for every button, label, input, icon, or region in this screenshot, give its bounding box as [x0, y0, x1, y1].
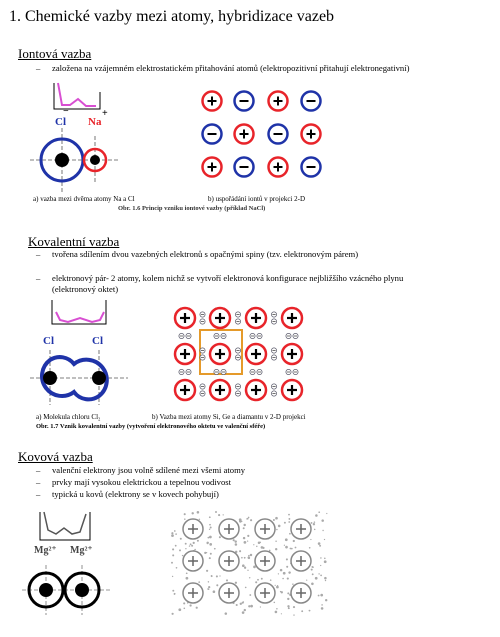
free-electron — [245, 587, 247, 589]
ionic-caption-a: a) vazba mezi dvěma atomy Na a Cl — [33, 195, 135, 203]
free-electron — [285, 546, 288, 549]
label-cl-2: Cl — [92, 335, 103, 347]
free-electron — [176, 567, 178, 569]
free-electron — [275, 611, 278, 614]
bullet-text: valenční elektrony jsou volně sdílené mezi všemi atomy — [52, 465, 246, 475]
free-electron — [260, 542, 261, 543]
free-electron — [270, 579, 272, 581]
bullet-dash: – — [36, 63, 41, 73]
free-electron — [275, 540, 276, 541]
free-electron — [192, 512, 194, 514]
free-electron — [249, 577, 250, 578]
free-electron — [178, 608, 181, 611]
metal-cation — [219, 583, 239, 603]
free-electron — [286, 558, 288, 560]
free-electron — [288, 521, 290, 523]
free-electron — [246, 518, 247, 519]
free-electron — [311, 583, 314, 586]
free-electron — [250, 554, 252, 556]
free-electron — [256, 546, 257, 547]
free-electron — [208, 586, 210, 588]
free-electron — [318, 573, 319, 574]
free-electron — [249, 594, 251, 596]
free-electron — [216, 584, 218, 586]
label-plus: + — [102, 108, 108, 119]
free-electron — [241, 557, 243, 559]
free-electron — [283, 572, 286, 575]
bullet-text: typická u kovů (elektrony se v kovech pohybují) — [52, 489, 219, 499]
label-minus: − — [63, 106, 69, 117]
free-electron — [186, 572, 188, 574]
free-electron — [325, 580, 326, 581]
free-electron — [321, 604, 323, 606]
metal-cation — [183, 583, 203, 603]
free-electron — [180, 538, 182, 540]
free-electron — [309, 547, 311, 549]
free-electron — [288, 607, 290, 609]
free-electron — [287, 592, 289, 594]
free-electron — [253, 566, 256, 569]
free-electron — [284, 545, 285, 546]
metal-cation — [255, 551, 275, 571]
free-electron — [255, 581, 257, 583]
free-electron — [306, 579, 307, 580]
free-electron — [209, 543, 212, 546]
free-electron — [282, 578, 284, 580]
free-electron — [244, 541, 247, 544]
section-heading-metallic: Kovová vazba — [18, 449, 93, 464]
free-electron — [321, 607, 324, 610]
free-electron — [174, 594, 175, 595]
free-electron — [172, 613, 174, 615]
bullet-dash: – — [36, 477, 41, 487]
free-electron — [210, 553, 212, 555]
free-electron — [289, 533, 291, 535]
free-electron — [293, 614, 294, 615]
free-electron — [208, 537, 210, 539]
metal-cation — [291, 551, 311, 571]
free-electron — [281, 591, 283, 593]
free-electron — [179, 549, 181, 551]
free-electron — [189, 545, 190, 546]
free-electron — [193, 542, 195, 544]
free-electron — [320, 575, 322, 577]
free-electron — [184, 518, 186, 520]
label-na: Na — [88, 116, 102, 128]
free-electron — [285, 538, 288, 541]
free-electron — [275, 585, 276, 586]
free-electron — [276, 586, 279, 589]
free-electron — [189, 604, 191, 606]
free-electron — [322, 530, 323, 531]
free-electron — [209, 557, 211, 559]
free-electron — [248, 557, 250, 559]
free-electron — [243, 524, 245, 526]
free-electron — [247, 570, 248, 571]
free-electron — [324, 558, 326, 560]
metal-cation — [183, 551, 203, 571]
free-electron — [223, 514, 224, 515]
free-electron — [172, 590, 174, 592]
free-electron — [314, 529, 316, 531]
free-electron — [244, 557, 246, 559]
free-electron — [198, 581, 200, 583]
bullet-text: tvořena sdílením dvou vazebných elektronů s opačnými spiny (tzv. elektronovým párem) — [52, 249, 359, 259]
metal-cation — [291, 583, 311, 603]
free-electron — [239, 518, 242, 521]
free-electron — [213, 590, 216, 593]
label-cl: Cl — [55, 116, 66, 128]
free-electron — [226, 579, 228, 581]
bullet-dash: – — [36, 465, 41, 475]
free-electron — [276, 529, 278, 531]
free-electron — [194, 549, 196, 551]
section-heading-covalent: Kovalentní vazba — [28, 234, 120, 249]
metal-cation — [255, 519, 275, 539]
free-electron — [318, 595, 320, 597]
free-electron — [320, 594, 323, 597]
free-electron — [247, 540, 248, 541]
free-electron — [310, 539, 311, 540]
free-electron — [326, 513, 327, 514]
bullet-text: založena na vzájemném elektrostatickém přitahování atomů (elektropozitivní přitahují elektronegativní) — [52, 63, 410, 73]
free-electron — [274, 602, 276, 604]
free-electron — [250, 519, 252, 521]
free-electron — [324, 539, 325, 540]
free-electron — [248, 555, 250, 557]
free-electron — [275, 548, 277, 550]
free-electron — [171, 534, 174, 537]
metal-cation — [255, 583, 275, 603]
free-electron — [209, 536, 212, 539]
free-electron — [235, 543, 238, 546]
free-electron — [318, 511, 320, 513]
label-mg-1: Mg²⁺ — [34, 545, 57, 556]
free-electron — [199, 519, 200, 520]
free-electron — [244, 609, 246, 611]
free-electron — [171, 562, 173, 564]
free-electron — [278, 525, 281, 528]
free-electron — [320, 557, 321, 558]
free-electron — [321, 519, 324, 522]
free-electron — [240, 603, 242, 605]
free-electron — [280, 569, 283, 572]
free-electron — [190, 543, 192, 545]
bullet-dash: – — [36, 249, 41, 259]
free-electron — [261, 546, 264, 549]
free-electron — [260, 606, 261, 607]
free-electron — [239, 550, 241, 552]
free-electron — [243, 527, 245, 529]
free-electron — [210, 527, 212, 529]
free-electron — [315, 577, 318, 580]
free-electron — [207, 542, 209, 544]
metal-cation — [183, 519, 203, 539]
free-electron — [324, 560, 327, 563]
label-cl-1: Cl — [43, 335, 54, 347]
covalent-figure-caption: Obr. 1.7 Vznik kovalentní vazby (vytvoření elektronového oktetu ve valenční sféře) — [36, 423, 266, 430]
free-electron — [214, 548, 216, 550]
free-electron — [311, 569, 313, 571]
free-electron — [209, 529, 210, 530]
free-electron — [219, 575, 220, 576]
free-electron — [215, 511, 217, 513]
free-electron — [286, 566, 288, 568]
ionic-caption-b: b) uspořádání iontů v projekci 2-D — [208, 195, 306, 203]
free-electron — [235, 582, 237, 584]
metal-cation — [219, 519, 239, 539]
free-electron — [207, 588, 209, 590]
free-electron — [315, 514, 318, 517]
free-electron — [248, 605, 250, 607]
free-electron — [318, 542, 321, 545]
free-electron — [292, 583, 294, 585]
free-electron — [287, 605, 289, 607]
free-electron — [209, 524, 211, 526]
free-electron — [197, 511, 200, 514]
free-electron — [174, 530, 176, 532]
free-electron — [287, 578, 289, 580]
free-electron — [197, 540, 199, 542]
free-electron — [172, 548, 174, 550]
free-electron — [225, 612, 228, 615]
free-electron — [275, 517, 278, 520]
free-electron — [172, 554, 174, 556]
free-electron — [242, 564, 245, 567]
free-electron — [314, 521, 316, 523]
free-electron — [206, 552, 207, 553]
free-electron — [216, 575, 218, 577]
free-electron — [242, 611, 245, 614]
free-electron — [320, 565, 321, 566]
free-electron — [233, 539, 235, 541]
free-electron — [311, 522, 313, 524]
free-electron — [172, 576, 173, 577]
section-heading-ionic: Iontová vazba — [18, 46, 92, 61]
free-electron — [293, 606, 295, 608]
free-electron — [313, 523, 315, 525]
free-electron — [281, 613, 282, 614]
bullet-dash: – — [36, 273, 41, 283]
free-electron — [257, 579, 259, 581]
free-electron — [301, 610, 303, 612]
free-electron — [208, 581, 209, 582]
free-electron — [175, 545, 177, 547]
free-electron — [273, 519, 275, 521]
free-electron — [325, 599, 327, 601]
free-electron — [253, 544, 254, 545]
free-electron — [182, 555, 183, 556]
free-electron — [247, 535, 249, 537]
free-electron — [171, 532, 173, 534]
free-electron — [309, 610, 311, 612]
free-electron — [186, 577, 189, 580]
free-electron — [206, 570, 208, 572]
free-electron — [209, 516, 211, 518]
free-electron — [290, 548, 292, 550]
free-electron — [175, 533, 177, 535]
free-electron — [261, 578, 263, 580]
covalent-caption-a: a) Molekula chloru Cl₂ — [36, 413, 101, 421]
metal-cation — [291, 519, 311, 539]
free-electron — [196, 607, 198, 609]
label-mg-2: Mg²⁺ — [70, 545, 93, 556]
free-electron — [243, 537, 245, 539]
free-electron — [236, 604, 238, 606]
free-electron — [312, 573, 314, 575]
free-electron — [218, 514, 220, 516]
free-electron — [243, 601, 244, 602]
free-electron — [278, 573, 279, 574]
free-electron — [284, 522, 286, 524]
free-electron — [293, 540, 295, 542]
free-electron — [288, 571, 290, 573]
free-electron — [183, 602, 185, 604]
bullet-text: elektronový pár- 2 atomy, kolem nichž se vytvoří elektronová konfigurace nejbližšího vzácného plynu — [52, 273, 404, 283]
free-electron — [219, 536, 221, 538]
ionic-figure-caption: Obr. 1.6 Princip vzniku iontové vazby (příklad NaCl) — [118, 205, 266, 212]
free-electron — [191, 545, 193, 547]
free-electron — [234, 540, 236, 542]
bullet-text: prvky mají vysokou elektrickou a tepelnou vodivost — [52, 477, 232, 487]
free-electron — [211, 576, 212, 577]
covalent-caption-b: b) Vazba mezi atomy Si, Ge a diamantu v 2-D projekci — [152, 413, 306, 421]
free-electron — [288, 518, 290, 520]
free-electron — [312, 566, 314, 568]
covalent-bullet-2-cont: (elektronový oktet) — [52, 284, 119, 294]
free-electron — [295, 547, 297, 549]
free-electron — [184, 513, 186, 515]
free-electron — [319, 545, 321, 547]
free-electron — [324, 577, 327, 580]
free-electron — [185, 548, 186, 549]
free-electron — [244, 567, 246, 569]
free-electron — [250, 605, 253, 608]
bullet-dash: – — [36, 489, 41, 499]
free-electron — [276, 608, 278, 610]
metal-cation — [219, 551, 239, 571]
free-electron — [288, 514, 290, 516]
free-electron — [184, 608, 186, 610]
page-title: 1. Chemické vazby mezi atomy, hybridizace vazeb — [9, 8, 335, 25]
free-electron — [185, 543, 187, 545]
free-electron — [287, 598, 289, 600]
